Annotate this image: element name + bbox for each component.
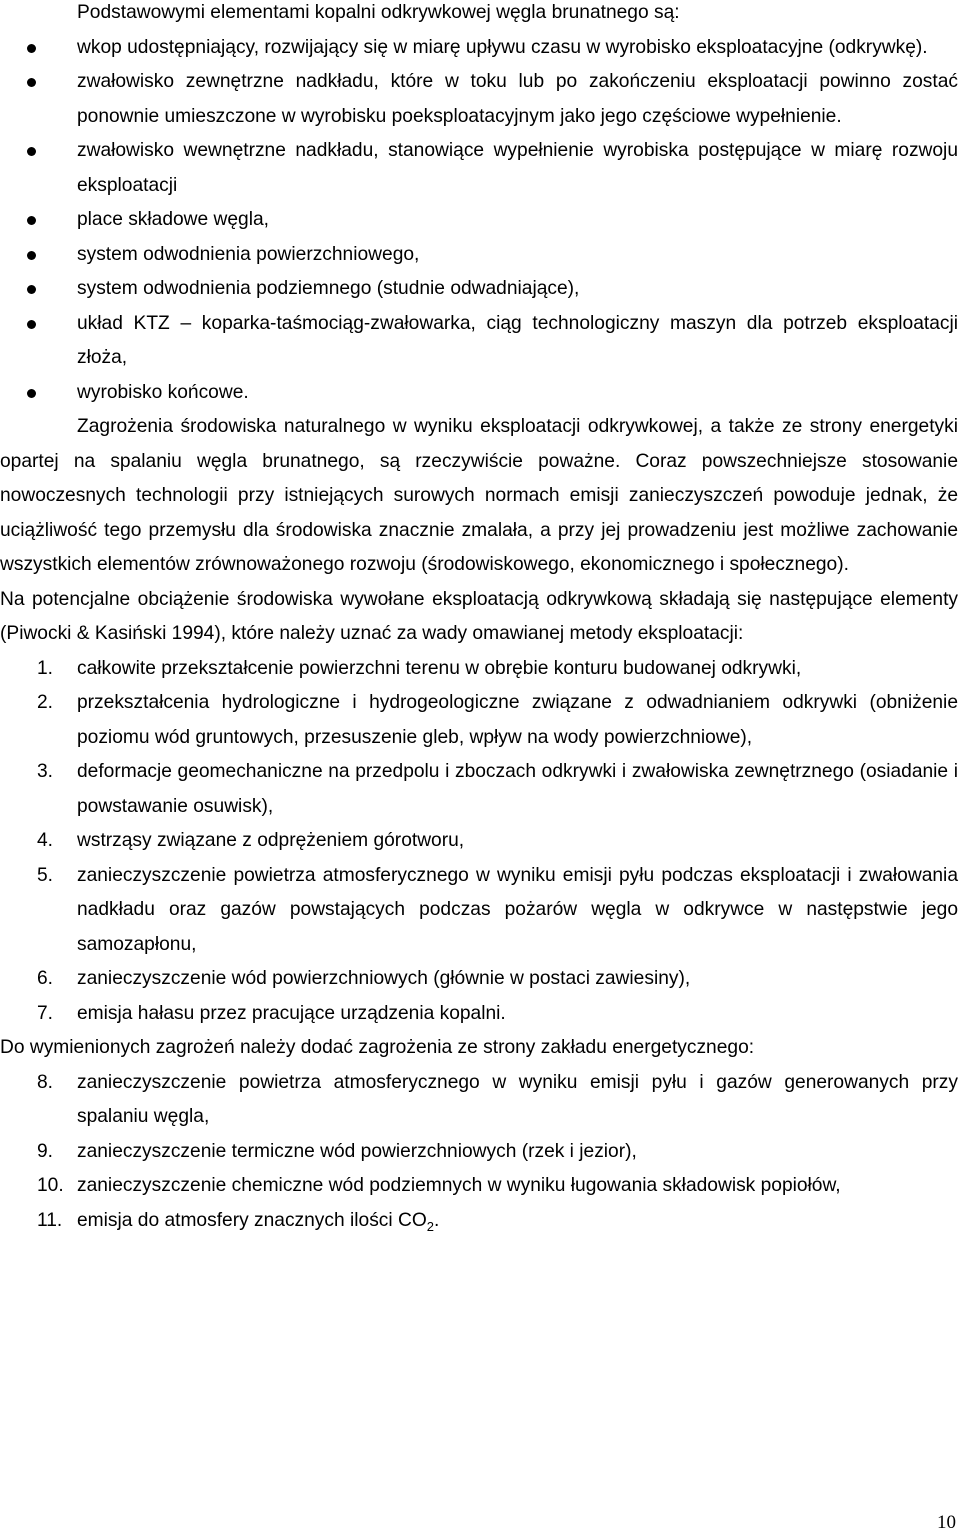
bullet-text: zwałowisko wewnętrzne nadkładu, stanowiące wypełnienie wyrobiska postępujące w miarę rozwoju eksploatacji — [77, 140, 958, 196]
numbered-item — [0, 997, 958, 1032]
item-text: emisja hałasu przez pracujące urządzenia kopalni. — [77, 1002, 506, 1024]
numbered-item — [0, 1066, 958, 1135]
bullet-text: zwałowisko zewnętrzne nadkładu, które w toku lub po zakończeniu eksploatacji powinno zostać ponownie umieszczone w wyrobisku poeksploatacyjnym jako jego częściowe wypełnienie. — [77, 71, 958, 127]
item-text: zanieczyszczenie wód powierzchniowych (głównie w postaci zawiesiny), — [77, 968, 691, 989]
paragraph-energy: Do wymienionych zagrożeń należy dodać zagrożenia ze strony zakładu energetycznego: — [0, 1037, 755, 1058]
item-text: wstrząsy związane z odprężeniem górotworu, — [77, 830, 465, 851]
bullet-list — [0, 31, 958, 411]
item-number: 8. — [37, 1071, 54, 1093]
item-number: 9. — [37, 1140, 54, 1162]
item-text: zanieczyszczenie powietrza atmosferycznego w wyniku emisji pyłu i gazów generowanych przy spalaniu węgla, — [77, 1071, 958, 1127]
item-number: 3. — [37, 761, 54, 782]
bullet-text: place składowe węgla, — [77, 209, 269, 230]
bullet-text: system odwodnienia powierzchniowego, — [77, 243, 420, 265]
numbered-item — [0, 1169, 958, 1204]
bullet-item — [0, 65, 958, 134]
bullet-item — [0, 376, 958, 411]
numbered-item — [0, 962, 958, 997]
item-text: emisja do atmosfery znacznych ilości CO — [77, 1209, 427, 1231]
item-number: 11. — [37, 1209, 63, 1231]
bullet-dot-icon — [27, 320, 36, 329]
paragraph-burden: Na potencjalne obciążenie środowiska wywołane eksploatacją odkrywkową składają się następujące elementy (Piwocki & Kasiński 1994), które należy uznać za wady omawianej metody eksploatacji: — [0, 588, 958, 644]
item-suffix: . — [434, 1209, 440, 1231]
numbered-item — [0, 686, 958, 755]
item-text: zanieczyszczenie powietrza atmosferycznego w wyniku emisji pyłu podczas eksploatacji i zwałowania nadkładu oraz gazów powstających podczas pożarów węgla w odkrywce w następstwie jego samozapłonu, — [77, 864, 958, 955]
item-number: 10. — [37, 1175, 64, 1196]
bullet-text: wkop udostępniający, rozwijający się w miarę upływu czasu w wyrobisko eksploatacyjne (odkrywkę). — [77, 36, 928, 58]
bullet-item — [0, 203, 958, 238]
bullet-dot-icon — [27, 147, 36, 156]
bullet-text: wyrobisko końcowe. — [77, 381, 249, 403]
item-number: 1. — [37, 657, 54, 679]
bullet-dot-icon — [27, 216, 36, 225]
bullet-text: system odwodnienia podziemnego (studnie odwadniające), — [77, 278, 580, 299]
page-number: 10 — [937, 1512, 956, 1533]
bullet-item — [0, 307, 958, 376]
bullet-dot-icon — [27, 251, 36, 260]
bullet-item — [0, 134, 958, 203]
paragraph-threats: Zagrożenia środowiska naturalnego w wyniku eksploatacji odkrywkowej, a także ze strony energetyki opartej na spalaniu węgla brunatnego, są rzeczywiście poważne. Coraz powszechniejsze stosowanie nowoczesnych technologii przy istniejących surowych normach emisji zanieczyszczeń powoduje jednak, że uciążliwość tego przemysłu dla środowiska znacznie zmalała, a przy jej prowadzeniu jest możliwe zachowanie wszystkich elementów zrównoważonego rozwoju (środowiskowego, ekonomicznego i społecznego). — [0, 416, 958, 575]
intro-line: Podstawowymi elementami kopalni odkrywkowej węgla brunatnego są: — [77, 2, 680, 23]
numbered-item — [0, 824, 958, 859]
bullet-dot-icon — [27, 285, 36, 294]
item-number: 6. — [37, 968, 54, 989]
item-text: deformacje geomechaniczne na przedpolu i zboczach odkrywki i zwałowiska zewnętrznego (osiadanie i powstawanie osuwisk), — [77, 761, 958, 817]
bullet-item — [0, 238, 958, 273]
bullet-dot-icon — [27, 44, 36, 53]
numbered-item — [0, 1204, 958, 1239]
item-number: 2. — [37, 692, 54, 713]
numbered-list-energy — [0, 1066, 958, 1239]
numbered-item — [0, 755, 958, 824]
co2-subscript: 2 — [426, 1218, 434, 1234]
item-number: 5. — [37, 864, 54, 886]
bullet-item — [0, 272, 958, 307]
item-text: zanieczyszczenie termiczne wód powierzchniowych (rzek i jezior), — [77, 1140, 637, 1162]
item-text: przekształcenia hydrologiczne i hydrogeologiczne związane z odwadnianiem odkrywki (obniżenie poziomu wód gruntowych, przesuszenie gleb, wpływ na wody powierzchniowe), — [77, 692, 958, 748]
item-text: zanieczyszczenie chemiczne wód podziemnych w wyniku ługowania składowisk popiołów, — [77, 1175, 841, 1196]
bullet-dot-icon — [27, 78, 36, 87]
item-number: 7. — [37, 1002, 54, 1024]
bullet-dot-icon — [27, 389, 36, 398]
item-text: całkowite przekształcenie powierzchni terenu w obrębie konturu budowanej odkrywki, — [77, 657, 802, 679]
item-number: 4. — [37, 830, 54, 851]
bullet-text: układ KTZ – koparka-taśmociąg-zwałowarka, ciąg technologiczny maszyn dla potrzeb eksploatacji złoża, — [77, 312, 958, 368]
numbered-item — [0, 859, 958, 963]
numbered-item — [0, 1135, 958, 1170]
bullet-item — [0, 31, 958, 66]
numbered-item — [0, 652, 958, 687]
numbered-list-mining — [0, 652, 958, 1032]
